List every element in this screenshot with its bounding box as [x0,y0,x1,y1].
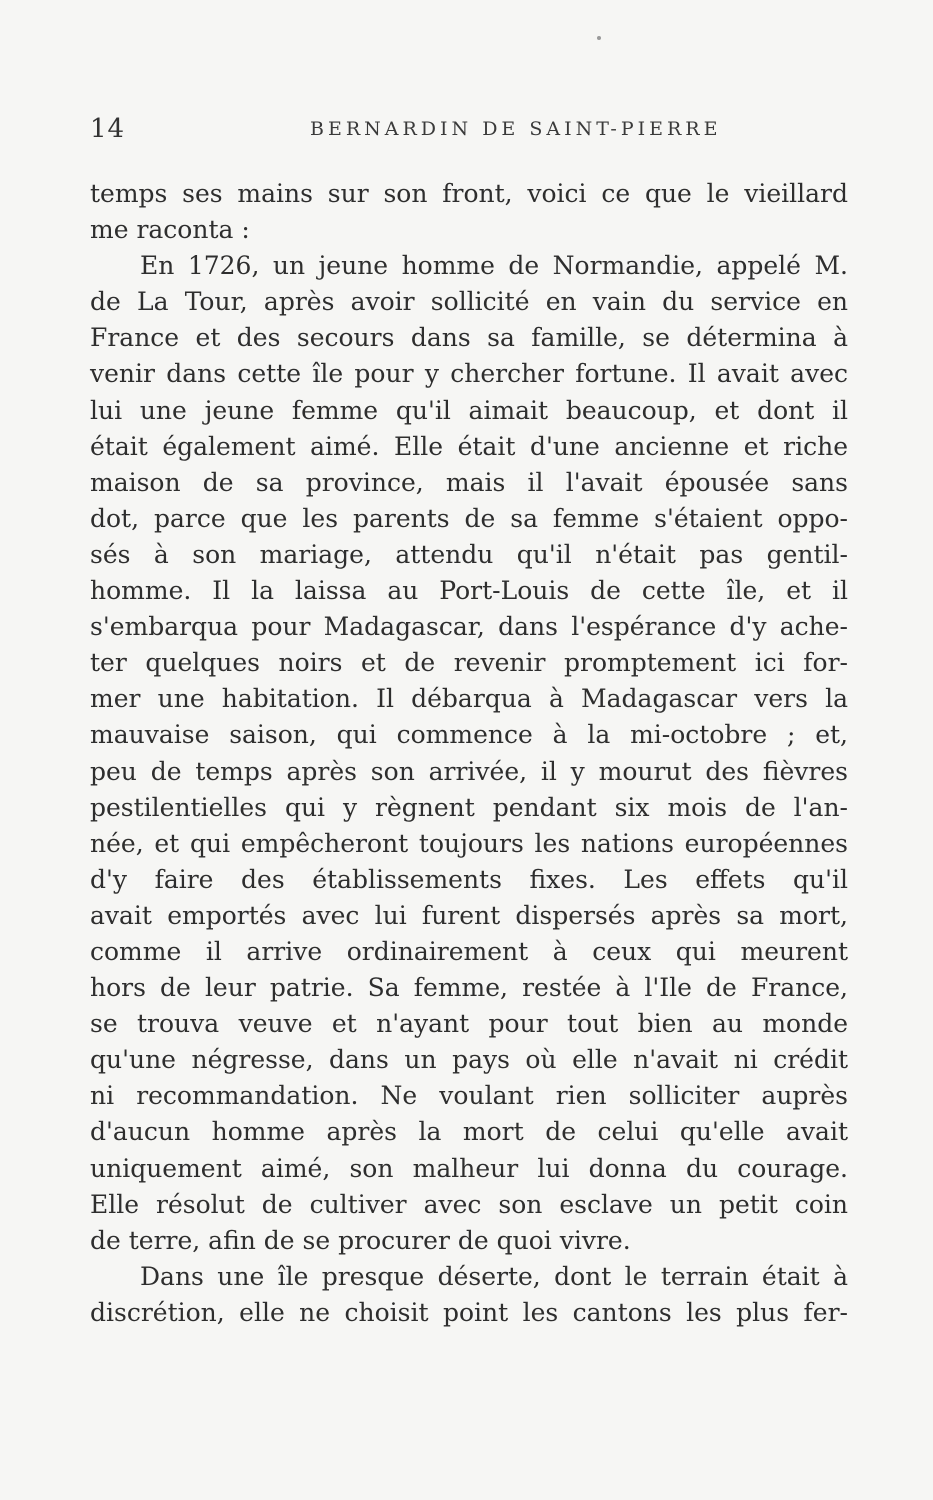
body-text [90,176,848,1331]
text-line: de terre, afin de se procurer de quoi vivre. [90,1225,631,1255]
text-line: venir dans cette île pour y chercher fortune. Il avait avec [90,359,848,389]
text-line: ni recommandation. Ne voulant rien solliciter auprès [90,1081,848,1111]
text-line: Dans une île presque déserte, dont le terrain était à [140,1261,848,1291]
text-line: homme. Il la laissa au Port-Louis de cette île, et il [90,576,848,606]
text-line: En 1726, un jeune homme de Normandie, appelé M. [140,251,848,281]
text-line: qu'une négresse, dans un pays où elle n'avait ni crédit [90,1045,848,1075]
text-line: ter quelques noirs et de revenir promptement ici for- [90,648,848,678]
text-line: s'embarqua pour Madagascar, dans l'espérance d'y ache- [90,612,848,642]
text-line: sés à son mariage, attendu qu'il n'était pas gentil- [90,539,848,569]
text-line: dot, parce que les parents de sa femme s'étaient oppo- [90,503,848,533]
text-line: lui une jeune femme qu'il aimait beaucoup, et dont il [90,395,848,425]
text-line: d'aucun homme après la mort de celui qu'elle avait [90,1117,848,1147]
text-line: était également aimé. Elle était d'une ancienne et riche [90,431,848,461]
ink-speck [597,36,601,40]
text-line: de La Tour, après avoir sollicité en vain du service en [90,287,848,317]
text-line: peu de temps après son arrivée, il y mourut des fièvres [90,756,848,786]
text-line: maison de sa province, mais il l'avait épousée sans [90,467,848,497]
text-line: temps ses mains sur son front, voici ce que le vieillard [90,179,848,208]
text-line: Elle résolut de cultiver avec son esclave un petit coin [90,1189,848,1219]
text-line: se trouva veuve et n'ayant pour tout bien au monde [90,1009,848,1039]
text-line: née, et qui empêcheront toujours les nations européennes [90,828,848,858]
text-line: mauvaise saison, qui commence à la mi-octobre ; et, [90,720,848,750]
page-header [90,114,845,150]
text-line: comme il arrive ordinairement à ceux qui meurent [90,936,848,966]
text-line: discrétion, elle ne choisit point les cantons les plus fer- [90,1297,848,1327]
text-line: me raconta : [90,215,250,245]
text-line: uniquement aimé, son malheur lui donna du courage. [90,1153,848,1183]
text-line: pestilentielles qui y règnent pendant six mois de l'an- [90,792,848,822]
text-line: hors de leur patrie. Sa femme, restée à l'Ile de France, [90,973,848,1003]
page-number: 14 [90,114,126,144]
text-line: d'y faire des établissements fixes. Les effets qu'il [90,864,848,894]
text-line: mer une habitation. Il débarqua à Madagascar vers la [90,684,848,714]
text-line: avait emportés avec lui furent dispersés après sa mort, [90,900,848,930]
text-line: France et des secours dans sa famille, se détermina à [90,323,848,353]
running-title: BERNARDIN DE SAINT-PIERRE [310,118,722,140]
